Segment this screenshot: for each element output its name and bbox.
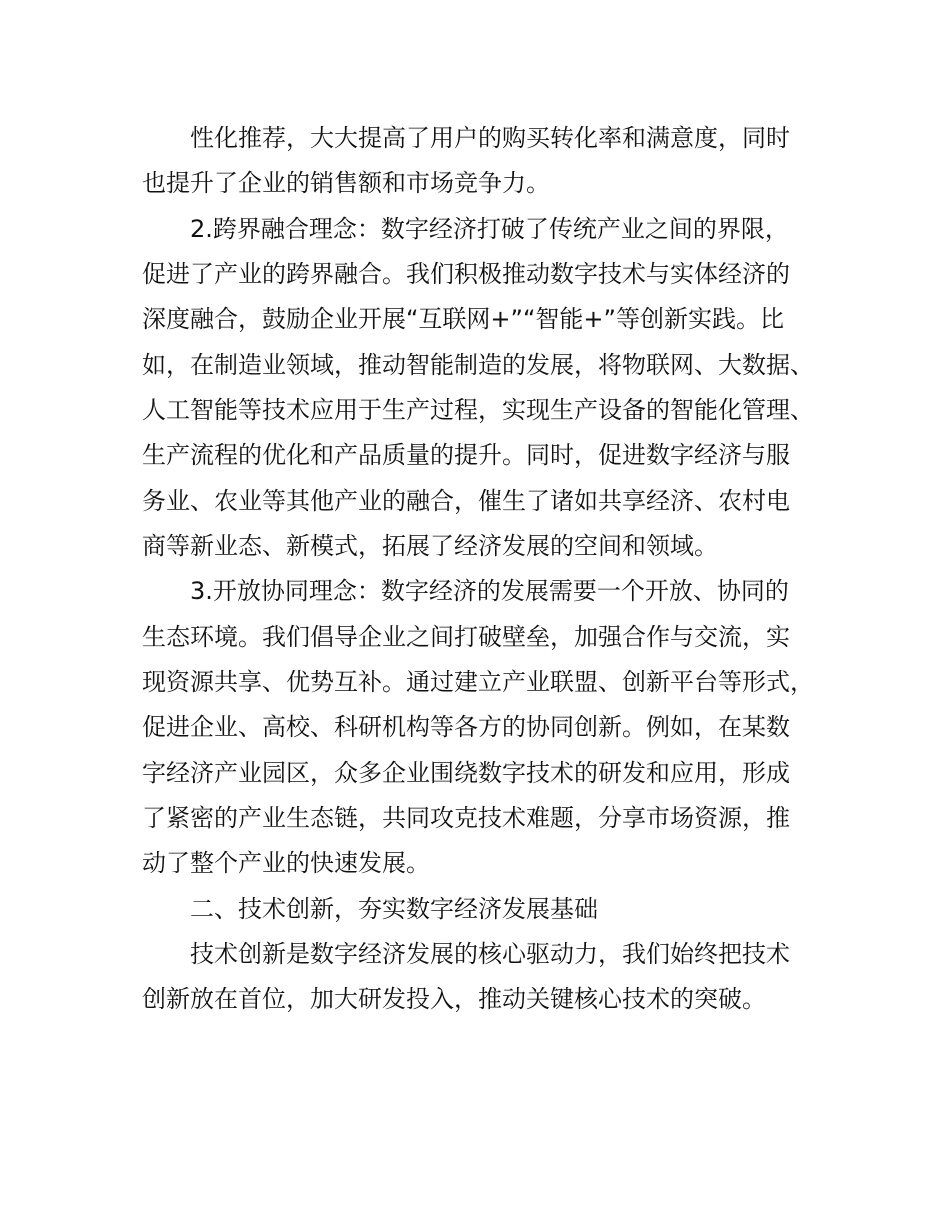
paragraph-line: 创新放在首位，加大研发投入，推动关键核心技术的突破。 [142, 985, 766, 1014]
paragraph-line: 促进企业、高校、科研机构等各方的协同创新。例如，在某数 [142, 713, 790, 742]
paragraph-line: 性化推荐，大大提高了用户的购买转化率和满意度，同时 [190, 124, 790, 152]
paragraph-line: 促进了产业的跨界融合。我们积极推动数字技术与实体经济的 [142, 259, 790, 288]
paragraph-line: 字经济产业园区，众多企业围绕数字技术的研发和应用，形成 [142, 758, 790, 787]
paragraph-line: 2.跨界融合理念：数字经济打破了传统产业之间的界限， [190, 214, 789, 243]
paragraph-line: 3.开放协同理念：数字经济的发展需要一个开放、协同的 [190, 577, 789, 606]
body-text [142, 116, 832, 1023]
paragraph-line: 生产流程的优化和产品质量的提升。同时，促进数字经济与服 [142, 441, 790, 470]
paragraph-line: 也提升了企业的销售额和市场竞争力。 [142, 169, 550, 198]
paragraph-line: 如，在制造业领域，推动智能制造的发展，将物联网、大数据、 [142, 350, 814, 379]
paragraph-line: 技术创新是数字经济发展的核心驱动力，我们始终把技术 [190, 939, 790, 968]
paragraph-line: 生态环境。我们倡导企业之间打破壁垒，加强合作与交流，实 [142, 622, 790, 651]
paragraph-line: 商等新业态、新模式，拓展了经济发展的空间和领域。 [142, 531, 718, 560]
paragraph-line: 动了整个产业的快速发展。 [142, 849, 430, 878]
paragraph-line: 务业、农业等其他产业的融合，催生了诸如共享经济、农村电 [142, 486, 790, 515]
paragraph-line: 现资源共享、优势互补。通过建立产业联盟、创新平台等形式， [142, 667, 814, 696]
paragraph-line: 了紧密的产业生态链，共同攻克技术难题，分享市场资源，推 [142, 803, 790, 832]
section-heading: 二、技术创新，夯实数字经济发展基础 [190, 894, 598, 923]
paragraph-line: 深度融合，鼓励企业开展“互联网+”“智能+”等创新实践。比 [142, 305, 784, 334]
paragraph-line: 人工智能等技术应用于生产过程，实现生产设备的智能化管理、 [142, 395, 814, 424]
